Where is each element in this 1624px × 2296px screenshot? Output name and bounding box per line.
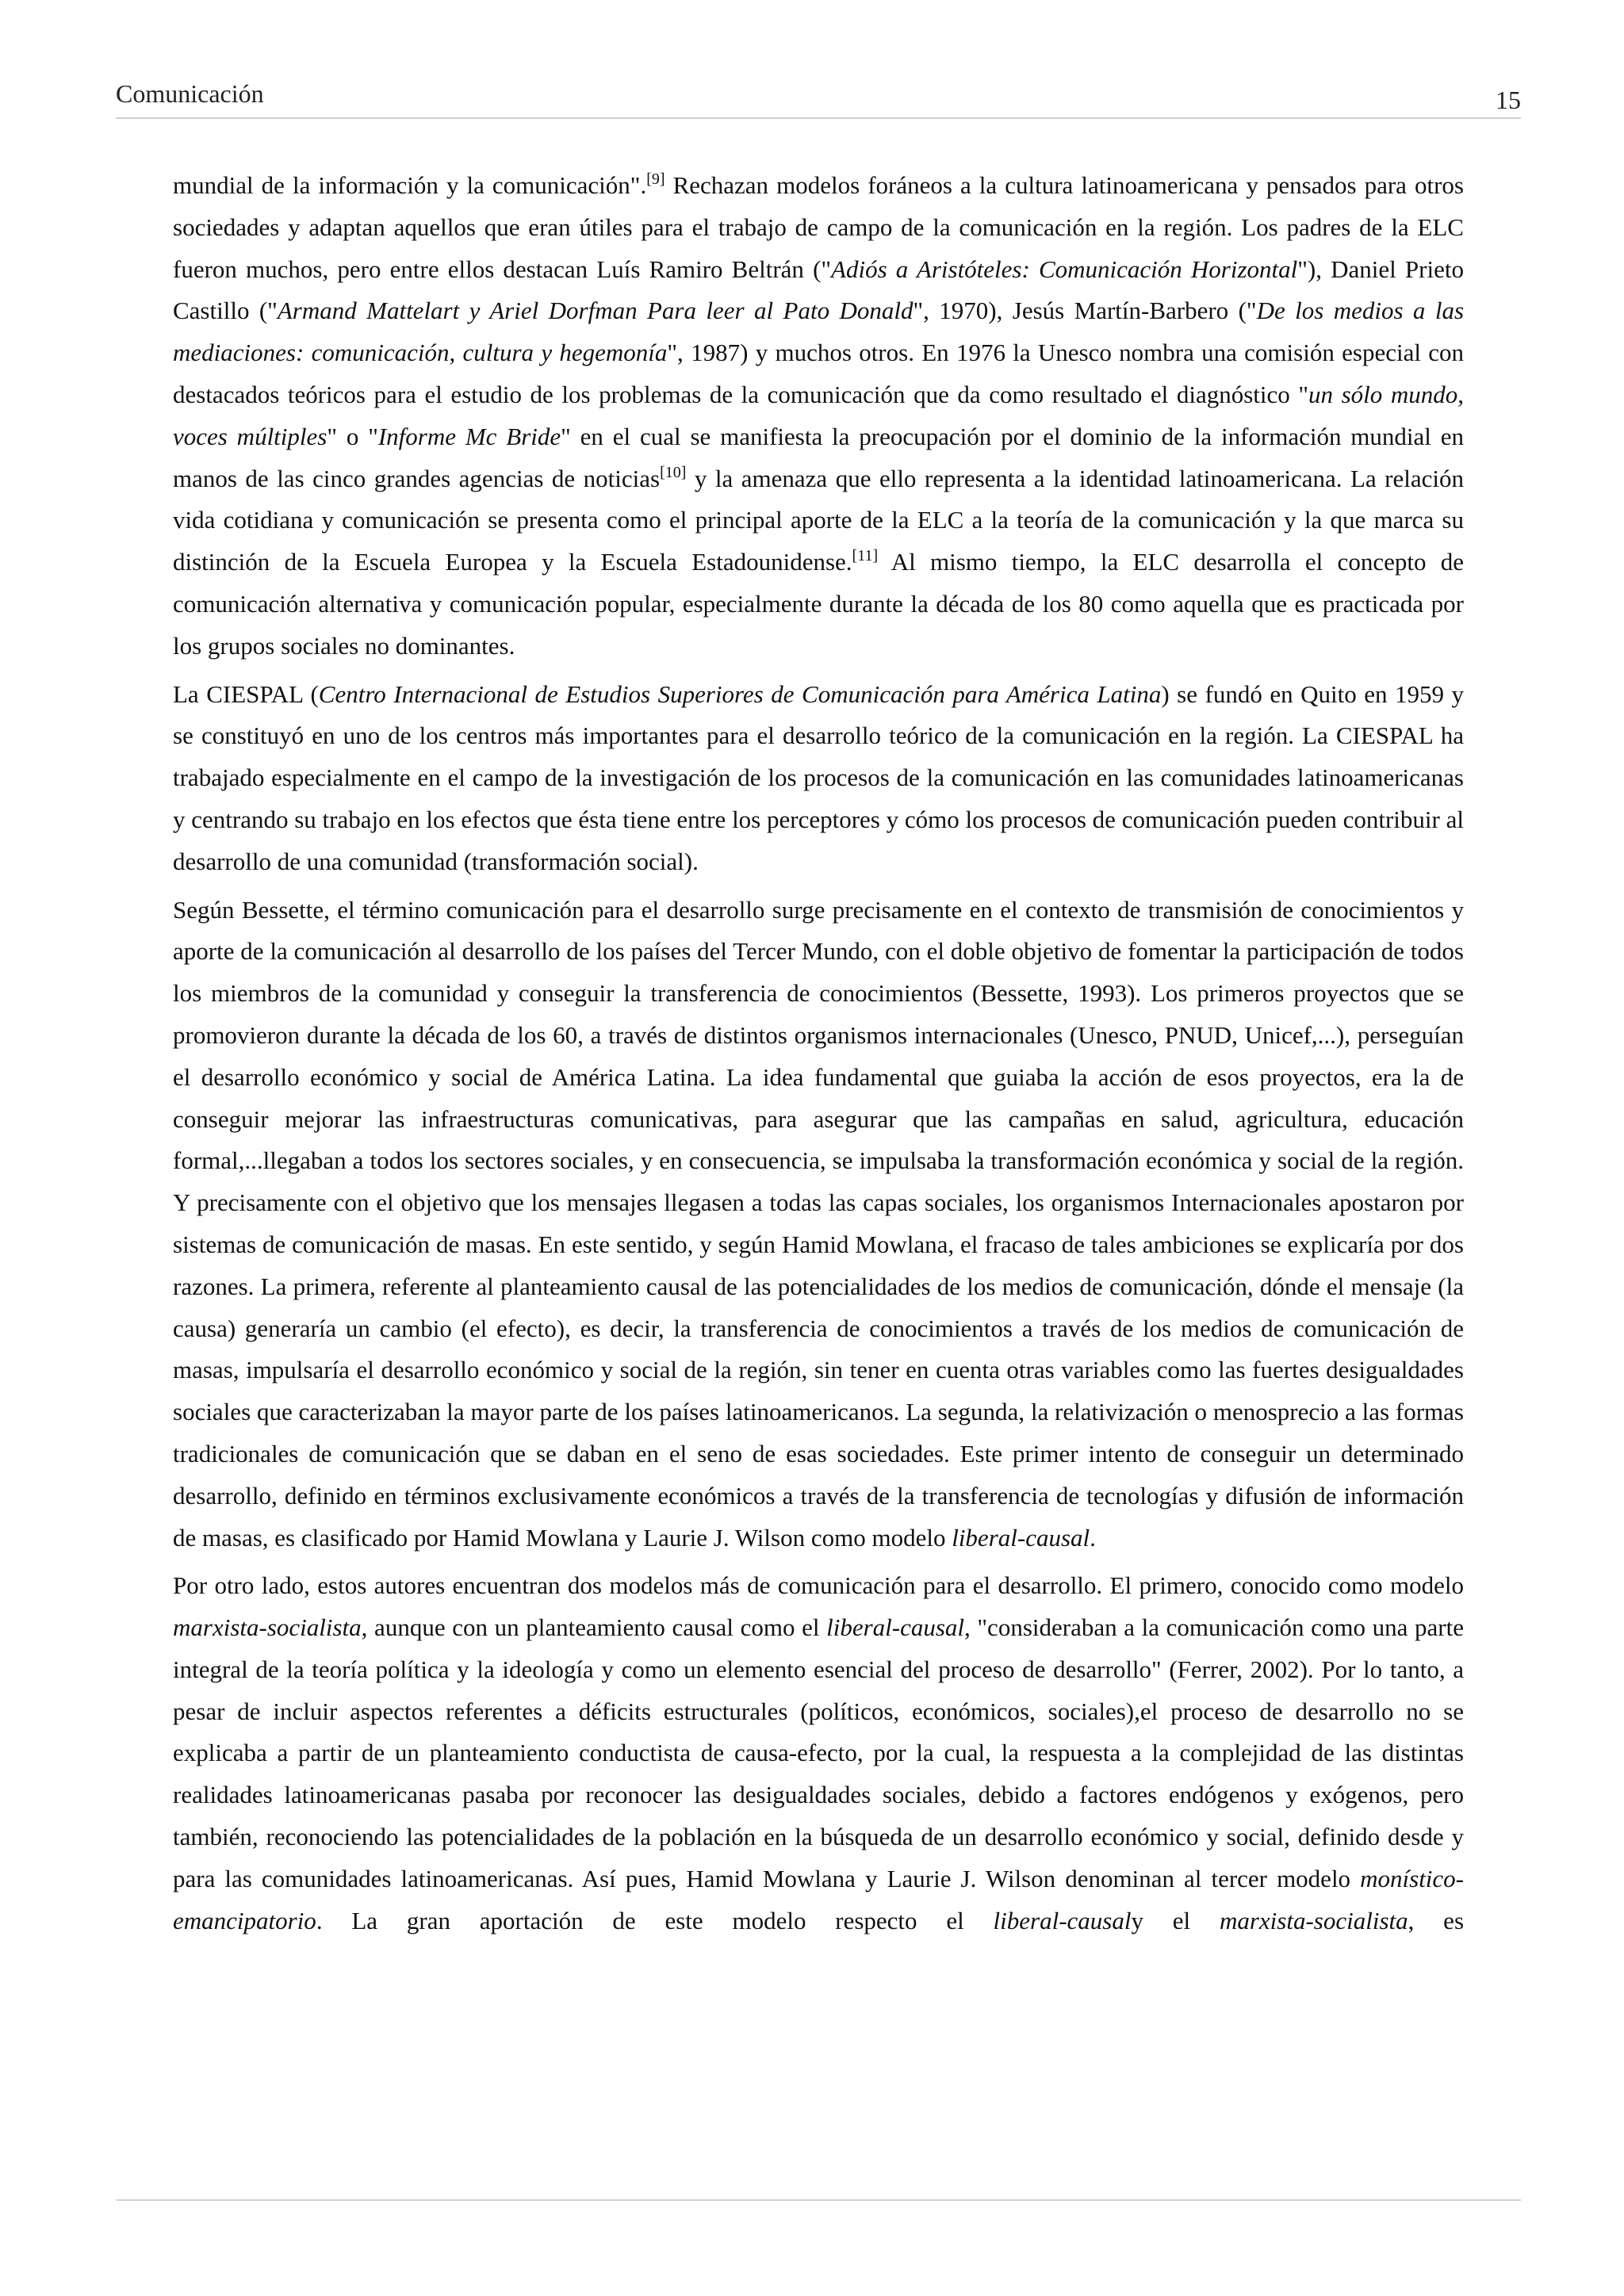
italic-text: liberal-causal [952, 1523, 1090, 1552]
italic-text: liberal-causal [826, 1613, 965, 1642]
text-run: y la amenaza que ello representa a la identidad latinoamericana. La relación vida cotidiana y comunicación se presenta como el principal aporte de la ELC a la teoría de la comunicación y la que marca su distinción de la Escuela Europea y la Escuela Estadounidense. [173, 464, 1465, 576]
italic-text: Armand Mattelart y Ariel Dorfman Para leer al Pato Donald [277, 297, 914, 325]
text-run: . La gran aportación de este modelo respecto el [316, 1906, 994, 1934]
text-run: ) se fundó en Quito en 1959 y se constituyó en uno de los centros más importantes para el desarrollo teórico de la comunicación en la región. La CIESPAL ha trabajado especialmente en el campo de la investigación de los procesos de la comunicación en las comunidades latinoamericanas y centrando su trabajo en los efectos que ésta tiene entre los perceptores y cómo los procesos de comunicación pueden contribuir al desarrollo de una comunidad (transformación social). [173, 679, 1464, 875]
italic-text: De los medios a las mediaciones: comunicación, cultura y hegemonía [173, 297, 1465, 367]
footnote-reference[interactable]: [10] [660, 463, 687, 481]
text-run: , aunque con un planteamiento causal como el [361, 1613, 827, 1642]
body-text [173, 165, 1464, 1942]
paragraph [173, 165, 1464, 668]
text-run: La CIESPAL ( [173, 679, 319, 708]
text-run: ", 1987) y muchos otros. En 1976 la Unesco nombra una comisión especial con destacados teóricos para el estudio de los problemas de la comunicación que da como resultado el diagnóstico " [173, 339, 1464, 408]
italic-text: liberal-causal [993, 1906, 1132, 1934]
text-run: Por otro lado, estos autores encuentran dos modelos más de comunicación para el desarrollo. El primero, conocido como modelo [173, 1571, 1464, 1600]
text-run: Según Bessette, el término comunicación para el desarrollo surge precisamente en el contexto de transmisión de conocimientos y aporte de la comunicación al desarrollo de los países del Tercer Mundo, con el doble objetivo de fomentar la participación de todos los miembros de la comunidad y conseguir la transferencia de conocimientos (Bessette, 1993). Los primeros proyectos que se promovieron durante la década de los 60, a través de distintos organismos internacionales (Unesco, PNUD, Unicef,...), perseguían el desarrollo económico y social de América Latina. La idea fundamental que guiaba la acción de esos proyectos, era la de conseguir mejorar las infraestructuras comunicativas, para asegurar que las campañas en salud, agricultura, educación formal,...llegaban a todos los sectores sociales, y en consecuencia, se impulsaba la transformación económica y social de la región. Y precisamente con el objetivo que los mensajes llegasen a todas las capas sociales, los organismos Internacionales apostaron por sistemas de comunicación de masas. En este sentido, y según Hamid Mowlana, el fracaso de tales ambiciones se explicaría por dos razones. La primera, referente al planteamiento causal de las potencialidades de los medios de comunicación, dónde el mensaje (la causa) generaría un cambio (el efecto), es decir, la transferencia de conocimientos a través de los medios de comunicación de masas, impulsaría el desarrollo económico y social de la región, sin tener en cuenta otras variables como las fuertes desigualdades sociales que caracterizaban la mayor parte de los países latinoamericanos. La segunda, la relativización o menosprecio a las formas tradicionales de comunicación que se daban en el seno de esas sociedades. Este primer intento de conseguir un determinado desarrollo, definido en términos exclusivamente económicos a través de la transferencia de tecnologías y difusión de información de masas, es clasificado por Hamid Mowlana y Laurie J. Wilson como modelo [173, 895, 1464, 1552]
text-run: ", 1970), Jesús Martín-Barbero (" [913, 297, 1257, 325]
paragraph [173, 674, 1464, 883]
footnote-reference[interactable]: [9] [646, 170, 665, 188]
text-run: " en el cual se manifiesta la preocupación por el dominio de la información mundial en manos de las cinco grandes agencias de noticias [173, 422, 1465, 492]
text-run: Rechazan modelos foráneos a la cultura latinoamericana y pensados para otros sociedades y adaptan aquellos que eran útiles para el trabajo de campo de la comunicación en la región. Los padres de la ELC fueron muchos, pero entre ellos destacan Luís Ramiro Beltrán (" [173, 171, 1464, 283]
italic-text: Informe Mc Bride [377, 422, 561, 450]
text-run: . [1090, 1523, 1096, 1552]
italic-text: un sólo mundo, voces múltiples [173, 380, 1464, 450]
text-run: y el [1131, 1906, 1220, 1934]
text-run: "), Daniel Prieto Castillo (" [173, 254, 1464, 325]
text-run: Al mismo tiempo, la ELC desarrolla el concepto de comunicación alternativa y comunicación popular, especialmente durante la década de los 80 como aquella que es practicada por los grupos sociales no dominantes. [173, 548, 1465, 660]
text-run: mundial de la información y la comunicación". [173, 171, 647, 199]
paragraph [173, 1565, 1464, 1942]
text-run: " o " [327, 422, 378, 450]
text-run: , es [1408, 1906, 1465, 1934]
italic-text: marxista-socialista [173, 1613, 362, 1642]
text-run: , "consideraban a la comunicación como una parte integral de la teoría política y la ideología y como un elemento esencial del proceso de desarrollo" (Ferrer, 2002). Por lo tanto, a pesar de incluir aspectos referentes a déficits estructurales (políticos, económicos, sociales),el proceso de desarrollo no se explicaba a partir de un planteamiento conductista de causa-efecto, por la cual, la respuesta a la complejidad de las distintas realidades latinoamericanas pasaba por reconocer las desigualdades sociales, debido a factores endógenos y exógenos, pero también, reconociendo las potencialidades de la población en la búsqueda de un desarrollo económico y social, definido desde y para las comunidades latinoamericanas. Así pues, Hamid Mowlana y Laurie J. Wilson denominan al tercer modelo [173, 1613, 1464, 1892]
paragraph [173, 890, 1464, 1559]
italic-text: marxista-socialista [1219, 1906, 1408, 1934]
footer-rule [116, 2199, 1521, 2201]
italic-text: monístico-emancipatorio [173, 1864, 1464, 1934]
running-header [116, 78, 1521, 119]
footnote-reference[interactable]: [11] [852, 547, 879, 565]
header-title: Comunicación [116, 79, 264, 108]
italic-text: Adiós a Aristóteles: Comunicación Horizontal [831, 254, 1298, 283]
italic-text: Centro Internacional de Estudios Superiores de Comunicación para América Latina [318, 679, 1162, 708]
page-number: 15 [1496, 86, 1521, 114]
